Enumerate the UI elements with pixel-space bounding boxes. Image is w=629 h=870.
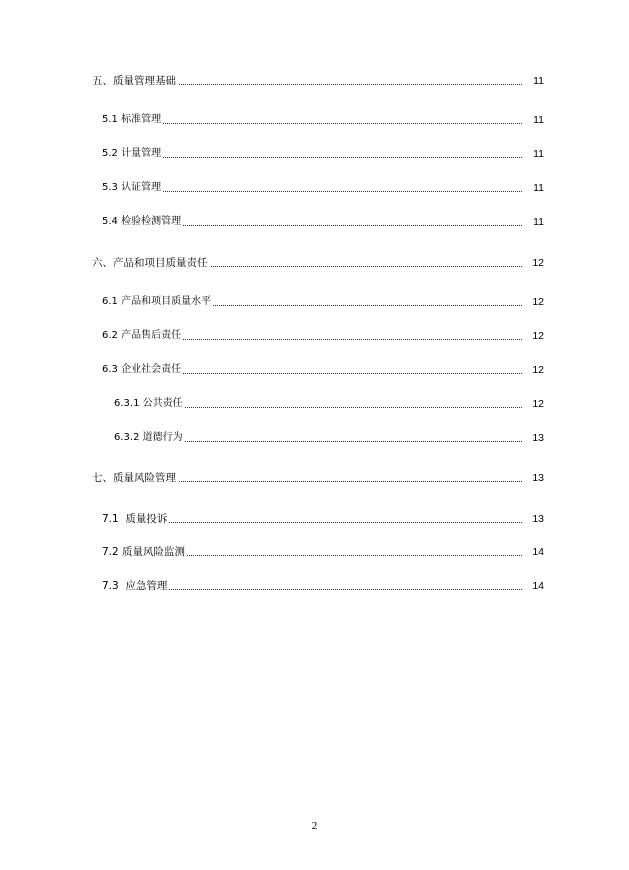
toc-entry-6-3-2[interactable] <box>0 431 629 445</box>
toc-entry-section-5[interactable] <box>0 74 629 88</box>
toc-entry-5-4[interactable] <box>0 215 629 229</box>
toc-entry-label: 5.2 计量管理 <box>102 148 162 159</box>
toc-entry-label: 五、质量管理基础 <box>92 75 176 87</box>
toc-entry-label: 5.3 认证管理 <box>102 182 162 193</box>
toc-entry-page: 11 <box>522 113 544 127</box>
toc-entry-6-1[interactable] <box>0 295 629 309</box>
toc-entry-label: 7.1 质量投诉 <box>102 513 168 525</box>
toc-leader-dots <box>102 123 526 124</box>
toc-entry-page: 13 <box>522 471 544 485</box>
toc-entry-page: 12 <box>522 256 544 270</box>
toc-entry-label: 6.3.1 公共责任 <box>114 398 183 409</box>
toc-entry-page: 11 <box>522 215 544 229</box>
toc-entry-page: 12 <box>522 329 544 343</box>
toc-entry-page: 13 <box>522 512 544 526</box>
toc-entry-page: 12 <box>522 397 544 411</box>
toc-entry-6-3[interactable] <box>0 363 629 377</box>
toc-entry-6-3-1[interactable] <box>0 397 629 411</box>
toc-leader-dots <box>102 157 526 158</box>
toc-entry-section-6[interactable] <box>0 256 629 270</box>
toc-entry-label: 6.1 产品和项目质量水平 <box>102 296 212 307</box>
toc-entry-5-2[interactable] <box>0 147 629 161</box>
toc-entry-page: 14 <box>522 579 544 593</box>
toc-entry-7-3[interactable] <box>0 579 629 593</box>
toc-entry-label: 7.3 应急管理 <box>102 580 168 592</box>
toc-entry-page: 11 <box>522 74 544 88</box>
toc-entry-page: 13 <box>522 431 544 445</box>
toc-leader-dots <box>102 191 526 192</box>
toc-entry-label: 5.1 标准管理 <box>102 114 162 125</box>
toc-entry-label: 7.2 质量风险监测 <box>102 546 186 558</box>
toc-entry-7-1[interactable] <box>0 512 629 526</box>
toc-entry-label: 6.2 产品售后责任 <box>102 330 182 341</box>
toc-entry-label: 5.4 检验检测管理 <box>102 216 182 227</box>
toc-entry-label: 六、产品和项目质量责任 <box>92 257 208 269</box>
toc-entry-page: 11 <box>522 147 544 161</box>
toc-entry-page: 12 <box>522 363 544 377</box>
page-number: 2 <box>311 820 318 832</box>
toc-entry-label: 6.3.2 道德行为 <box>114 432 183 443</box>
toc-entry-page: 11 <box>522 181 544 195</box>
toc-entry-5-1[interactable] <box>0 113 629 127</box>
toc-entry-section-7[interactable] <box>0 471 629 485</box>
toc-entry-page: 12 <box>522 295 544 309</box>
toc-entry-6-2[interactable] <box>0 329 629 343</box>
toc-entry-label: 七、质量风险管理 <box>92 472 176 484</box>
toc-entry-page: 14 <box>522 545 544 559</box>
toc-entry-7-2[interactable] <box>0 545 629 559</box>
toc-entry-label: 6.3 企业社会责任 <box>102 364 182 375</box>
toc-entry-5-3[interactable] <box>0 181 629 195</box>
